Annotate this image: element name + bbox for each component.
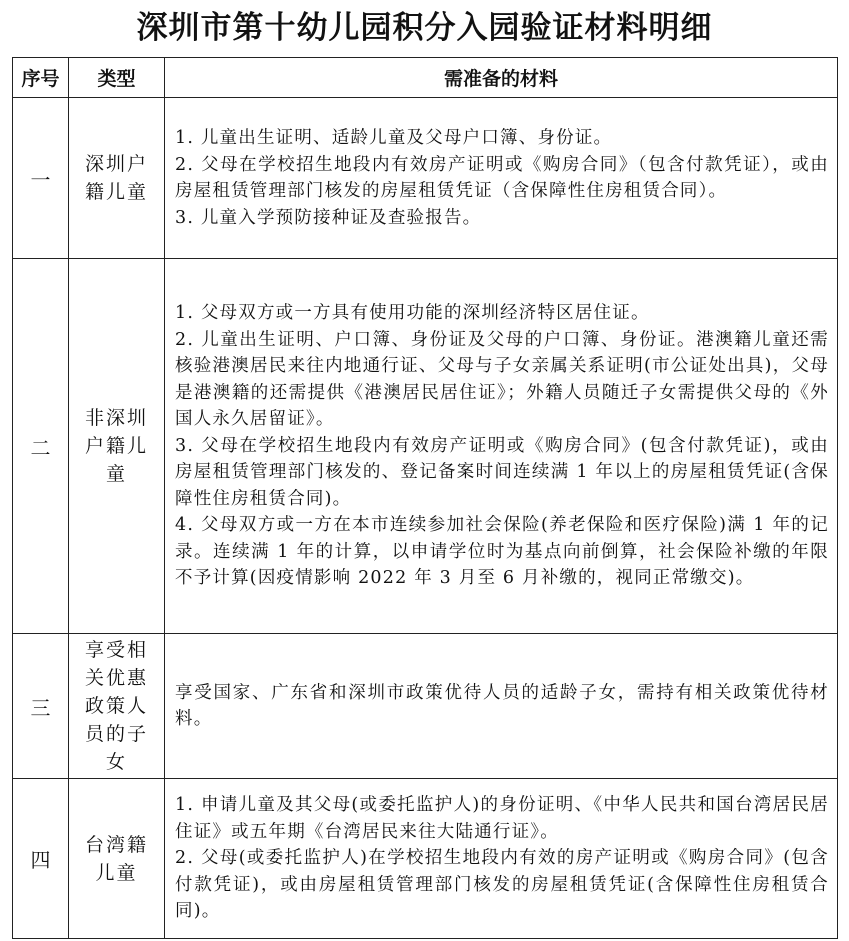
material-item: 3. 父母在学校招生地段内有效房产证明或《购房合同》(包含付款凭证)，或由房屋租赁管理部门核发的、登记备案时间连续满 1 年以上的房屋租赁凭证(含保障性住房租赁合同)。: [175, 435, 829, 509]
material-item: 1. 儿童出生证明、适龄儿童及父母户口簿、身份证。: [175, 128, 613, 148]
row-type: 深圳户籍儿童: [69, 98, 165, 259]
material-item: 2. 儿童出生证明、户口簿、身份证及父母的户口簿、身份证。港澳籍儿童还需核验港澳居民来往内地通行证、父母与子女亲属关系证明(市公证处出具)，父母是港澳籍的还需提供《港澳居民居住证》；外籍人员随迁子女需提供父母的《外国人永久居留证》。: [175, 329, 829, 430]
header-no: 序号: [13, 58, 69, 98]
row-materials: [165, 634, 838, 779]
row-type: 台湾籍儿童: [69, 779, 165, 939]
material-item: 享受国家、广东省和深圳市政策优待人员的适龄子女，需持有相关政策优待材料。: [175, 682, 829, 729]
material-item: 1. 申请儿童及其父母(或委托监护人)的身份证明、《中华人民共和国台湾居民居住证》或五年期《台湾居民来往大陆通行证》。: [175, 795, 829, 842]
material-item: 2. 父母在学校招生地段内有效房产证明或《购房合同》（包含付款凭证），或由房屋租赁管理部门核发的房屋租赁凭证（含保障性住房租赁合同）。: [175, 154, 829, 201]
row-materials: [165, 259, 838, 634]
header-materials: 需准备的材料: [165, 58, 838, 98]
row-type: 非深圳户籍儿童: [69, 259, 165, 634]
table-row: [13, 259, 838, 634]
table-row: [13, 98, 838, 259]
page-title: 深圳市第十幼儿园积分入园验证材料明细: [136, 10, 713, 46]
table-row: [13, 634, 838, 779]
row-number: 四: [13, 779, 69, 939]
row-number: 一: [13, 98, 69, 259]
material-item: 2. 父母(或委托监护人)在学校招生地段内有效的房产证明或《购房合同》(包含付款凭证)，或由房屋租赁管理部门核发的房屋租赁凭证(含保障性住房租赁合同)。: [175, 848, 829, 922]
material-item: 1. 父母双方或一方具有使用功能的深圳经济特区居住证。: [175, 303, 650, 324]
table-row: [13, 779, 838, 939]
header-type: 类型: [69, 58, 165, 98]
material-item: 3. 儿童入学预防接种证及查验报告。: [175, 207, 482, 228]
material-item: 4. 父母双方或一方在本市连续参加社会保险(养老保险和医疗保险)满 1 年的记录。连续满 1 年的计算，以申请学位时为基点向前倒算，社会保险补缴的年限不予计算(因疫情影响 2022 年 3 月至 6 月补缴的，视同正常缴交)。: [175, 515, 829, 589]
row-number: 二: [13, 259, 69, 634]
row-materials: [165, 779, 838, 939]
materials-table: [12, 57, 838, 939]
row-type: 享受相关优惠政策人员的子女: [69, 634, 165, 779]
table-header-row: [13, 58, 838, 98]
row-materials: [165, 98, 838, 259]
row-number: 三: [13, 634, 69, 779]
